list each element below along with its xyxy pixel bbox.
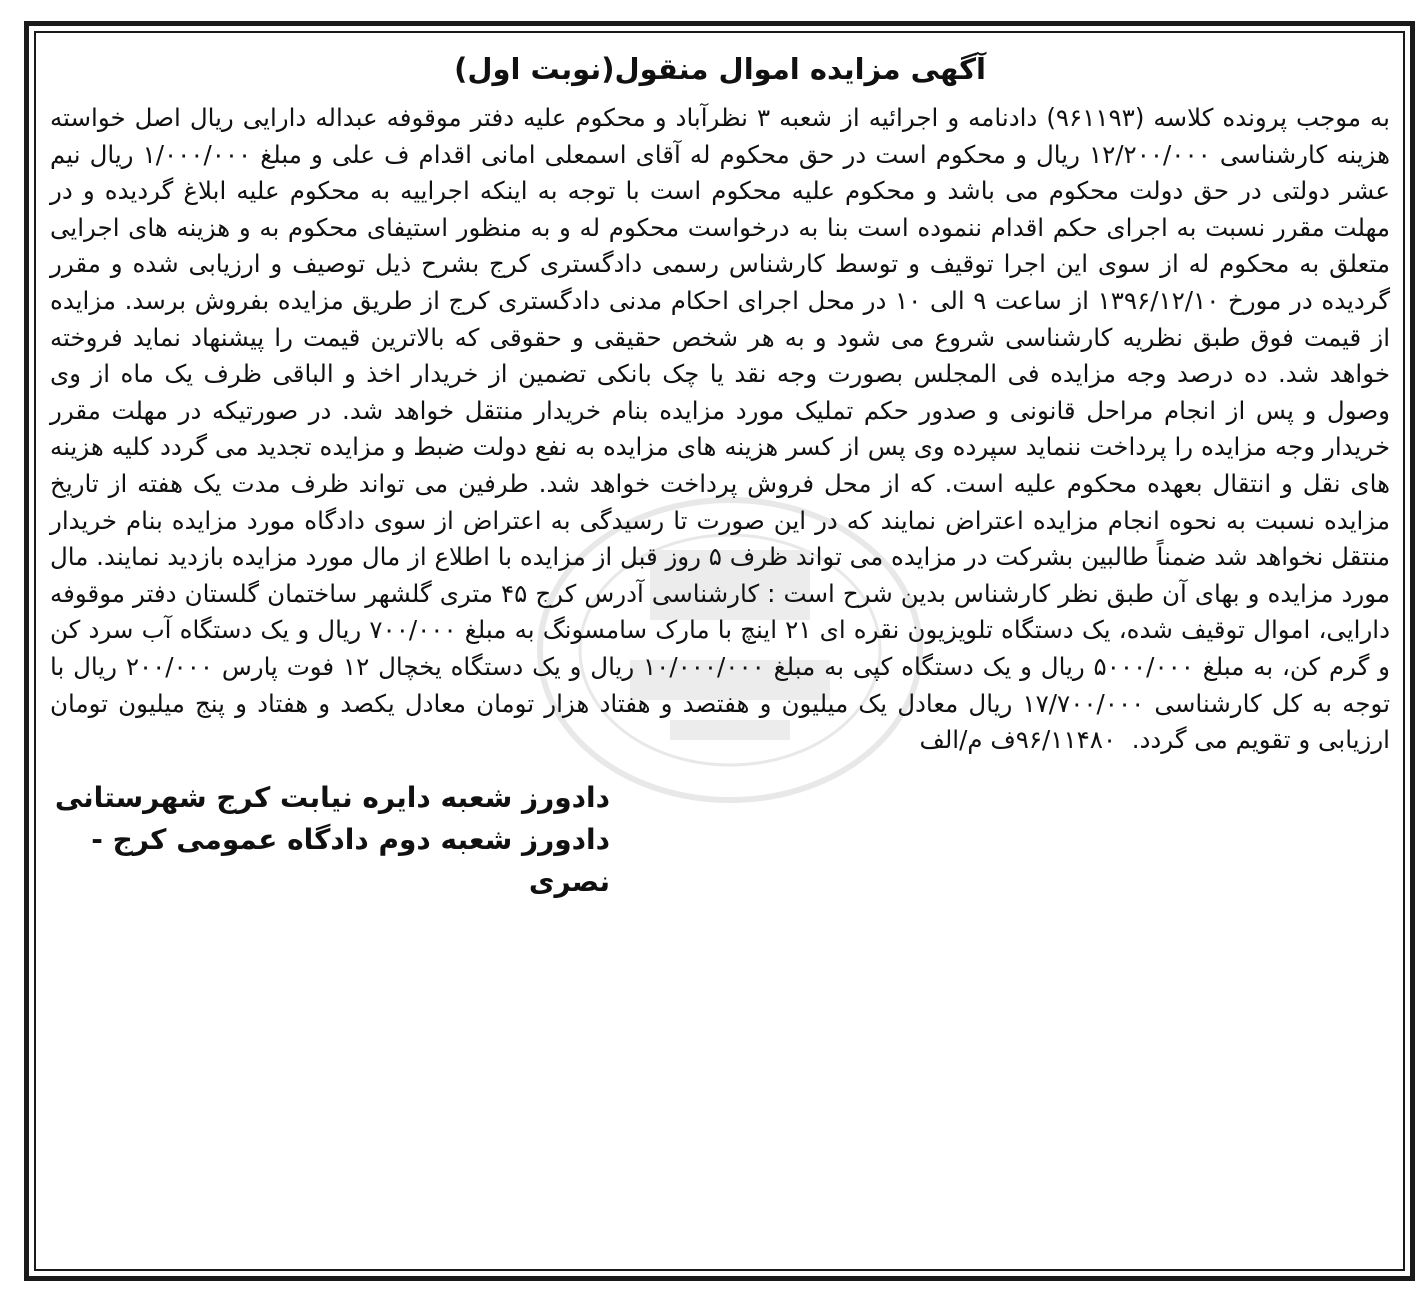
signature-block (50, 777, 610, 903)
signature-line-1: دادورز شعبه دایره نیابت کرج شهرستانی (54, 780, 610, 814)
notice-body-text: به موجب پرونده کلاسه (۹۶۱۱۹۳) دادنامه و اجرائیه از شعبه ۳ نظرآباد و محکوم علیه دفتر موقوفه عبداله دارایی ریال اصل خواسته هزینه کارشناسی ۱۲/۲۰۰/۰۰۰ ریال و محکوم است در حق محکوم له آقای اسمعلی امانی اقدام ف علی و مبلغ ۱/۰۰۰/۰۰۰ ریال نیم عشر دولتی در حق دولت محکوم می باشد و محکوم علیه محکوم است با توجه به اینکه اجراییه به محکوم علیه ابلاغ گردیده و در مهلت مقرر نسبت به اجرای حکم اقدام ننموده است بنا به درخواست محکوم له و به منظور استیفای محکوم به و هزینه های اجرایی متعلق به محکوم له از سوی این اجرا توقیف و توسط کارشناس رسمی دادگستری کرج بشرح ذیل توصیف و ارزیابی شده و مقرر گردیده در مورخ ۱۳۹۶/۱۲/۱۰ از ساعت ۹ الی ۱۰ در محل اجرای احکام مدنی دادگستری کرج از طریق مزایده بفروش برسد. مزایده از قیمت فوق طبق نظریه کارشناسی شروع می شود و به هر شخص حقیقی و حقوقی که بالاترین قیمت را پیشنهاد نماید فروخته خواهد شد. ده درصد وجه مزایده فی المجلس بصورت وجه نقد یا چک بانکی تضمین از خریدار اخذ و الباقی ظرف یک ماه از وی وصول و پس از انجام مراحل قانونی و صدور حکم تملیک مورد مزایده بنام خریدار منتقل خواهد شد. در صورتیکه در مهلت مقرر خریدار وجه مزایده را پرداخت ننماید سپرده وی پس از کسر هزینه های مزایده به نفع دولت ضبط و مزایده تجدید می گردد کلیه هزینه های نقل و انتقال بعهده محکوم علیه است. که از محل فروش پرداخت خواهد شد. طرفین می تواند ظرف مدت یک هفته از تاریخ مزایده نسبت به نحوه انجام مزایده اعتراض نمایند که در این صورت تا رسیدگی به اعتراض از سوی دادگاه مورد مزایده بنام خریدار منتقل نخواهد شد ضمناً طالبین بشرکت در مزایده می تواند ظرف ۵ روز قبل از مزایده با اطلاع از مال مورد مزایده بازدید نمایند. مال مورد مزایده و بهای آن طبق نظر کارشناس بدین شرح است : کارشناسی آدرس کرج ۴۵ متری گلشهر ساختمان گلستان دفتر موقوفه دارایی، اموال توقیف شده، یک دستگاه تلویزیون نقره ای ۲۱ اینچ با مارک سامسونگ به مبلغ ۷۰۰/۰۰۰ ریال و یک دستگاه آب سرد کن و گرم کن، به مبلغ ۵۰۰۰/۰۰۰ ریال و یک دستگاه کپی به مبلغ ۱۰/۰۰۰/۰۰۰ ریال و یک دستگاه یخچال ۱۲ فوت پارس ۲۰۰/۰۰۰ ریال با توجه به کل کارشناسی ۱۷/۷۰۰/۰۰۰ ریال معادل یک میلیون و هفتصد و هفتاد هزار تومان معادل یکصد و هفتاد و پنج میلیون تومان ارزیابی و تقویم می گردد. (50, 103, 1391, 755)
notice-title: آگهی مزایده اموال منقول(نوبت اول) (454, 52, 986, 86)
notice-body (50, 100, 1390, 759)
notice-content (50, 44, 1390, 903)
signature-line-2: دادورز شعبه دوم دادگاه عمومی کرج - نصری (91, 822, 610, 898)
notice-reference: ۹۶/۱۱۴۸۰ف م/الف (919, 725, 1117, 755)
